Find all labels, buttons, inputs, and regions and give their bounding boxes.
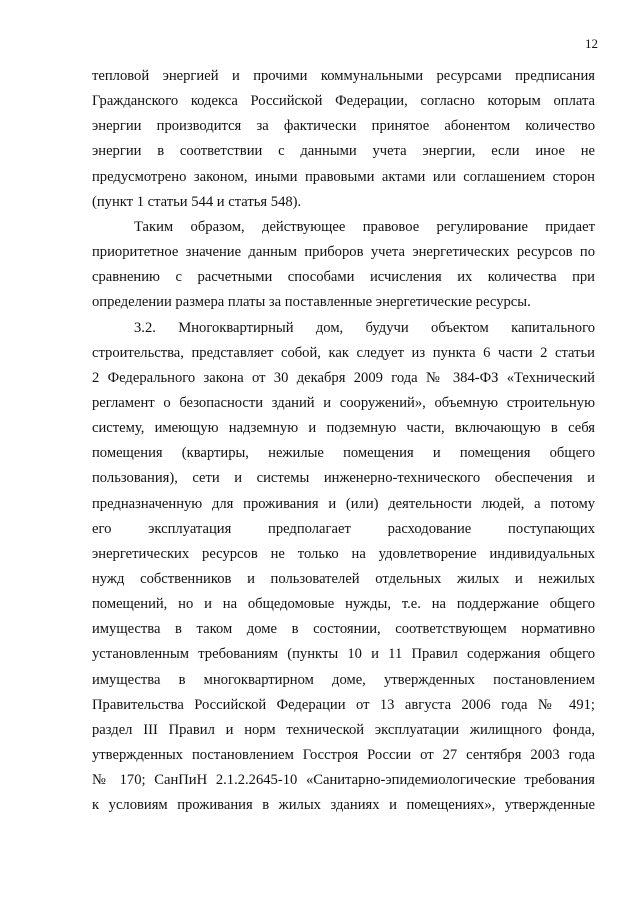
text-line: тепловой энергией и прочими коммунальными ресурсами предписания [92, 68, 595, 84]
text-line: определении размера платы за поставленные энергетические ресурсы. [92, 294, 531, 311]
text-line: предусмотрено законом, иными правовыми актами или соглашением сторон [92, 168, 595, 185]
text-line: регламент о безопасности зданий и сооружений», объемную строительную [92, 394, 595, 411]
text-line: его эксплуатация предполагает расходование поступающих [92, 520, 595, 537]
text-line: систему, имеющую надземную и подземную части, включающую в себя [92, 420, 595, 437]
text-line: 2 Федерального закона от 30 декабря 2009 года № 384-ФЗ «Технический [92, 369, 595, 386]
text-line: имущества в многоквартирном доме, утвержденных постановлением [92, 671, 595, 688]
text-line: установленным требованиям (пункты 10 и 11 Правил содержания общего [92, 646, 595, 663]
text-line: нужд собственников и пользователей отдельных жилых и нежилых [92, 571, 595, 587]
text-line: помещений, но и на общедомовые нужды, т.е. на поддержание общего [92, 596, 595, 613]
text-line: Таким образом, действующее правовое регулирование придает [134, 218, 595, 235]
text-line: помещения (квартиры, нежилые помещения и помещения общего [92, 445, 595, 462]
text-line: к условиям проживания в жилых зданиях и помещениях», утвержденные [92, 797, 595, 814]
text-line: утвержденных постановлением Госстроя России от 27 сентября 2003 года [92, 747, 595, 764]
page-number: 12 [585, 36, 598, 51]
text-line: сравнению с расчетными способами исчисления их количества при [92, 269, 595, 286]
text-line: строительства, представляет собой, как следует из пункта 6 части 2 статьи [92, 344, 595, 361]
text-line: № 170; СанПиН 2.1.2.2645-10 «Санитарно-эпидемиологические требования [92, 772, 595, 789]
text-line: энергетических ресурсов не только на удовлетворение индивидуальных [92, 545, 595, 562]
text-line: энергии производится за фактически принятое абонентом количество [92, 118, 595, 135]
text-line: предназначенную для проживания и (или) деятельности людей, а потому [92, 495, 595, 512]
text-line: приоритетное значение данным приборов учета энергетических ресурсов по [92, 244, 595, 261]
text-line: Гражданского кодекса Российской Федерации, согласно которым оплата [92, 93, 595, 110]
text-line: (пункт 1 статьи 544 и статья 548). [92, 193, 302, 210]
text-line: 3.2. Многоквартирный дом, будучи объектом капитального [134, 319, 595, 336]
text-line: имущества в таком доме в состоянии, соответствующем нормативно [92, 621, 595, 638]
text-line: Правительства Российской Федерации от 13 августа 2006 года № 491; [92, 696, 595, 713]
text-line: раздел III Правил и норм технической эксплуатации жилищного фонда, [92, 721, 595, 738]
text-line: энергии в соответствии с данными учета энергии, если иное не [92, 143, 595, 160]
text-line: пользования), сети и системы инженерно-технического обеспечения и [92, 470, 595, 487]
